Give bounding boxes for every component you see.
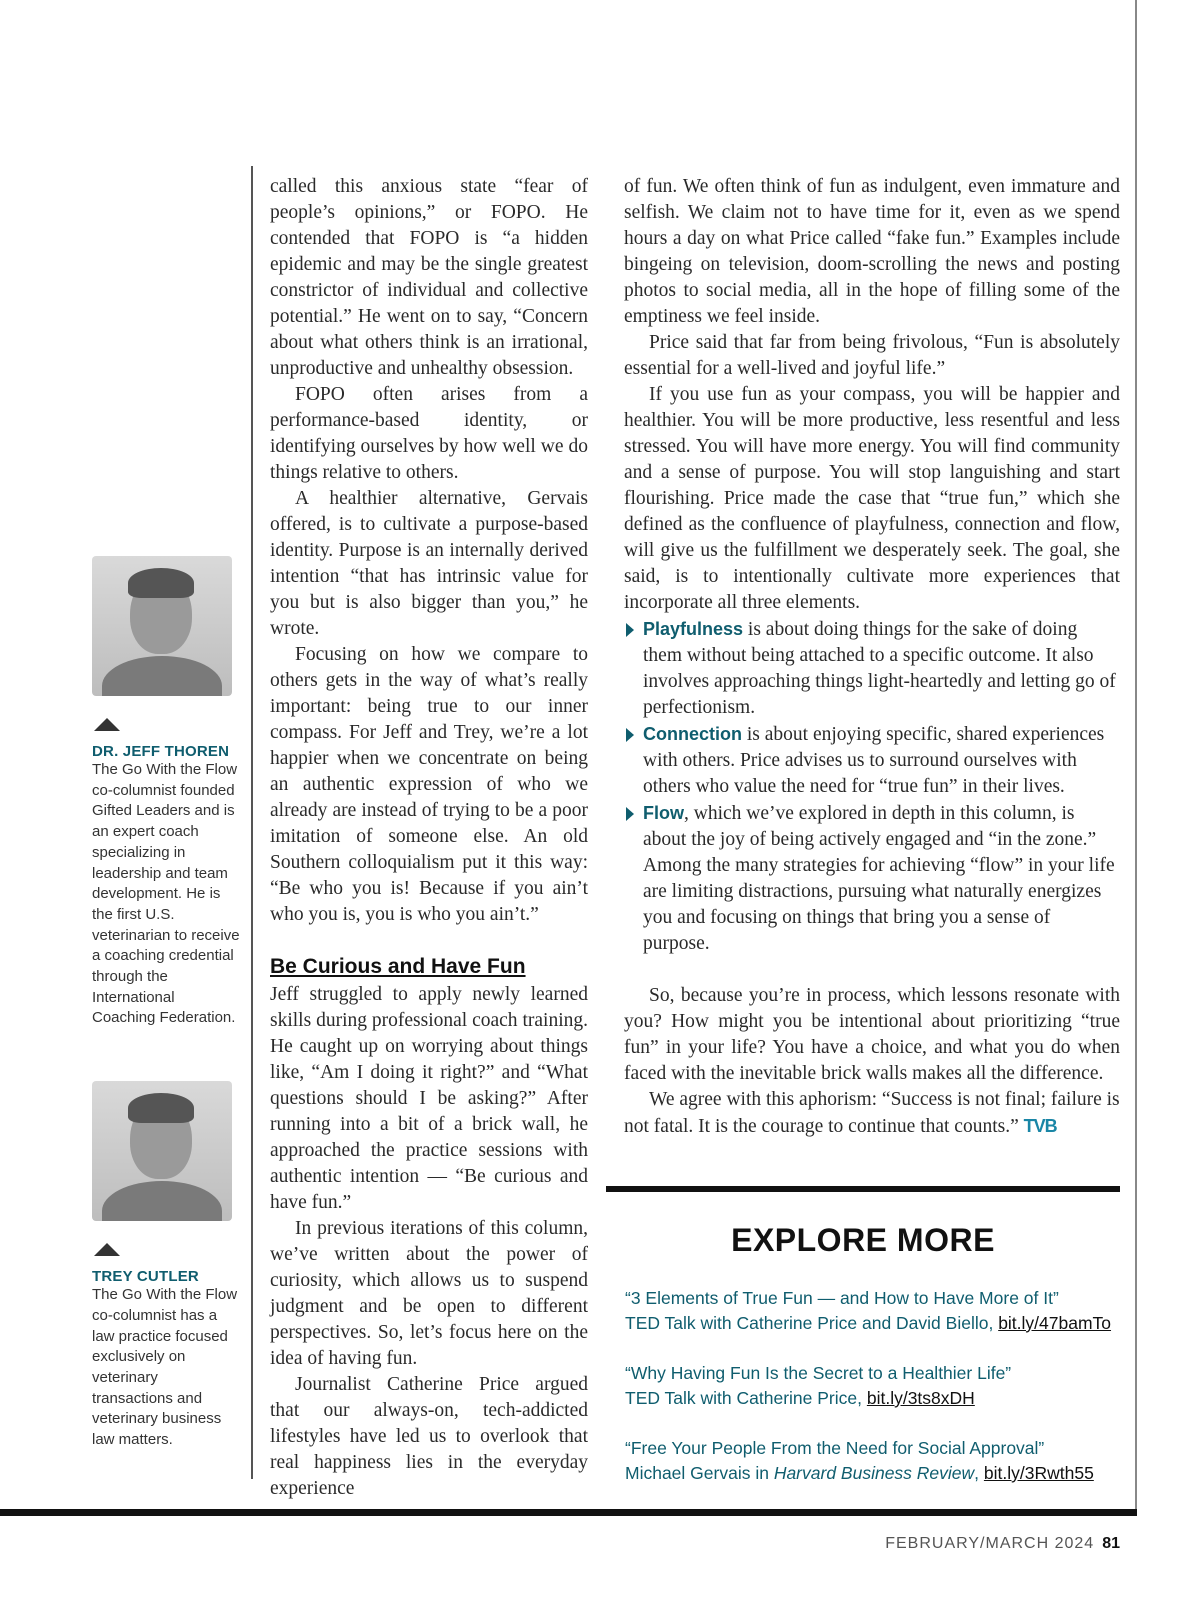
explore-item-title: “Free Your People From the Need for Social Approval” bbox=[625, 1438, 1045, 1458]
fun-elements-list bbox=[624, 616, 1120, 957]
explore-item-source bbox=[625, 1461, 1115, 1486]
article-column-1 bbox=[270, 174, 588, 1502]
paragraph: If you use fun as your compass, you will be happier and healthier. You will be more productive, less resentful and less stressed. You will have more energy. You will find community and a sense of purpose. You will stop languishing and start flourishing. Price made the case that “true fun,” which she defined as the confluence of playfulness, connection and flow, will give us the fulfillment we desperately seek. The goal, she said, is to intentionally cultivate more experiences that incorporate all three elements. bbox=[624, 384, 1120, 613]
list-item bbox=[624, 616, 1120, 721]
section-heading: Be Curious and Have Fun bbox=[270, 955, 526, 978]
explore-item-title: “Why Having Fun Is the Secret to a Healthier Life” bbox=[625, 1363, 1012, 1383]
explore-item bbox=[625, 1436, 1115, 1486]
closing-text: We agree with this aphorism: “Success is not final; failure is not fatal. It is the courage to continue that counts.” bbox=[624, 1089, 1120, 1137]
tvb-end-mark: TVB bbox=[1023, 1116, 1057, 1136]
bullet-text: is about enjoying specific, shared experiences with others. Price advises us to surround ourselves with others who value the need for “true fun” in their lives. bbox=[643, 724, 1105, 797]
author-jeff bbox=[92, 556, 240, 1029]
explore-item-source bbox=[625, 1386, 1115, 1411]
paragraph: Jeff struggled to apply newly learned skills during professional coach training. He caught up on worrying about things like, “Am I doing it right?” and “What questions should I be asking?” After running into a bit of a brick wall, he approached the practice sessions with authentic intention — “Be curious and have fun.” bbox=[270, 984, 588, 1213]
paragraph: of fun. We often think of fun as indulgent, even immature and selfish. We claim not to have time for it, even as we spend hours a day on what Price called “fake fun.” Examples include bingeing on television, doom-scrolling the news and posting photos to social media, all in the hope of filling some of the emptiness we feel inside. bbox=[624, 176, 1120, 327]
paragraph: Price said that far from being frivolous, “Fun is absolutely essential for a well-lived and joyful life.” bbox=[624, 332, 1120, 379]
source-text: TED Talk with Catherine Price and David Biello, bbox=[625, 1313, 999, 1333]
source-text: Michael Gervais in bbox=[625, 1463, 774, 1483]
paragraph: Journalist Catherine Price argued that our always-on, tech-addicted lifestyles have led us to overlook that real happiness lies in the everyday experience bbox=[270, 1374, 588, 1499]
paragraph: So, because you’re in process, which lessons resonate with you? How might you be intentional about prioritizing “true fun” in your life? You have a choice, and what you do when faced with the inevitable brick walls makes all the difference. bbox=[624, 985, 1120, 1084]
paragraph: Focusing on how we compare to others gets in the way of what’s really important: being true to our inner compass. For Jeff and Trey, we’re a lot happier when we concentrate on being an authentic expression of who we already are instead of trying to be a poor imitation of someone else. An old Southern colloquialism put it this way: “Be who you is! Because if you ain’t who you is, you is who you ain’t.” bbox=[270, 644, 588, 925]
list-item bbox=[624, 800, 1120, 957]
arrow-bullet-icon bbox=[626, 623, 634, 637]
paragraph: called this anxious state “fear of people’s opinions,” or FOPO. He contended that FOPO is “a hidden epidemic and may be the single greatest constrictor of individual and collective potential.” He went on to say, “Concern about what others think is an irrational, unproductive and unhealthy obsession. bbox=[270, 176, 588, 379]
author-name: TREY CUTLER bbox=[92, 1268, 199, 1286]
author-sidebar bbox=[92, 556, 240, 1451]
explore-link[interactable]: bit.ly/3Rwth55 bbox=[983, 1463, 1094, 1483]
paragraph: FOPO often arises from a performance-based identity, or identifying ourselves by how well we do things relative to others. bbox=[270, 384, 588, 483]
bullet-key: Flow bbox=[643, 803, 684, 823]
paragraph: A healthier alternative, Gervais offered, is to cultivate a purpose-based identity. Purpose is an internally derived intention “that has intrinsic value for you but is also bigger than you,” he wrote. bbox=[270, 488, 588, 639]
bullet-key: Connection bbox=[643, 724, 742, 744]
explore-link[interactable]: bit.ly/3ts8xDH bbox=[866, 1388, 975, 1408]
page-footer bbox=[885, 1535, 1120, 1553]
bullet-text: , which we’ve explored in depth in this column, is about the joy of being actively engaged and “in the zone.” Among the many strategies for achieving “flow” in your life are limiting distractions, pursuing what naturally energizes you and focusing on things that bring you a sense of purpose. bbox=[643, 803, 1115, 954]
issue-date: FEBRUARY/MARCH 2024 bbox=[885, 1535, 1095, 1552]
author-bio: The Go With the Flow co-columnist has a law practice focused exclusively on veterinary transactions and veterinary business law matters. bbox=[92, 1286, 238, 1449]
author-photo-trey bbox=[92, 1081, 232, 1221]
explore-item-source bbox=[625, 1311, 1115, 1336]
page-edge-rule bbox=[1135, 0, 1137, 1510]
explore-title: EXPLORE MORE bbox=[731, 1222, 995, 1258]
arrow-bullet-icon bbox=[626, 807, 634, 821]
publication-name: Harvard Business Review bbox=[773, 1463, 975, 1483]
arrow-bullet-icon bbox=[626, 728, 634, 742]
author-bio: The Go With the Flow co-columnist founded Gifted Leaders and is an expert coach specializing in leadership and team development. He is the first U.S. veterinarian to receive a coaching credential through the International Coaching Federation. bbox=[92, 761, 240, 1027]
explore-item bbox=[625, 1361, 1115, 1411]
source-text: TED Talk with Catherine Price, bbox=[625, 1388, 867, 1408]
author-photo-jeff bbox=[92, 556, 232, 696]
explore-list bbox=[625, 1286, 1115, 1511]
article-column-2 bbox=[624, 174, 1120, 1140]
paragraph bbox=[624, 1087, 1120, 1140]
triangle-pointer-icon bbox=[94, 1243, 120, 1256]
bullet-key: Playfulness bbox=[643, 619, 744, 639]
column-divider bbox=[251, 166, 253, 1479]
source-separator: , bbox=[974, 1463, 984, 1483]
author-name: DR. JEFF THOREN bbox=[92, 743, 230, 760]
page-number: 81 bbox=[1102, 1535, 1120, 1552]
paragraph: In previous iterations of this column, we’ve written about the power of curiosity, which allows us to suspend judgment and be open to different perspectives. So, let’s focus here on the idea of having fun. bbox=[270, 1218, 588, 1369]
author-trey bbox=[92, 1081, 240, 1451]
triangle-pointer-icon bbox=[94, 718, 120, 731]
explore-link[interactable]: bit.ly/47bamTo bbox=[998, 1313, 1112, 1333]
explore-item bbox=[625, 1286, 1115, 1336]
bullet-text: is about doing things for the sake of doing them without being attached to a specific outcome. It also involves approaching things light-heartedly and letting go of perfectionism. bbox=[643, 619, 1116, 718]
explore-divider bbox=[606, 1186, 1120, 1192]
list-item bbox=[624, 721, 1120, 800]
explore-item-title: “3 Elements of True Fun — and How to Have More of It” bbox=[625, 1288, 1059, 1308]
footer-rule bbox=[0, 1509, 1137, 1516]
